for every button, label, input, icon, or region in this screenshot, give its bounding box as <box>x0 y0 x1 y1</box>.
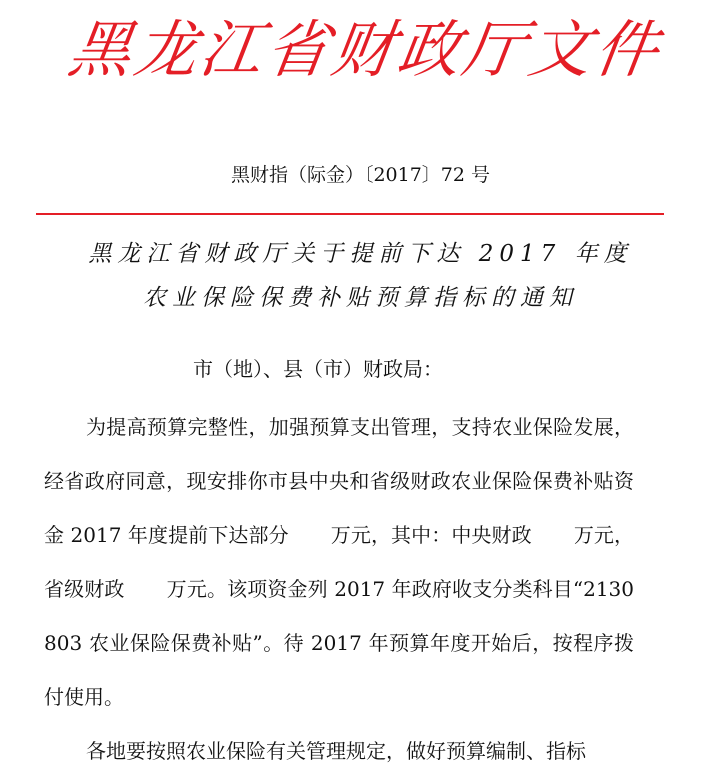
paragraph-1 <box>44 400 634 724</box>
masthead-char: 政 <box>392 12 468 86</box>
title-line-2: 农业保险保费补贴预算指标的通知 <box>143 285 578 311</box>
masthead-char: 件 <box>590 12 665 86</box>
masthead-char: 黑 <box>64 12 139 86</box>
paragraph-2: 各地要按照农业保险有关管理规定，做好预算编制、指标 <box>86 739 586 763</box>
masthead-char: 厅 <box>458 12 533 86</box>
paragraph-1-text-a: 为提高预算完整性，加强预算支出管理，支持农业保险发展，经省政府同意，现安排你市县中央和省级财政农业保险保费补贴资金 2017 年度提前下达部分 <box>44 415 634 547</box>
masthead-char: 江 <box>195 12 270 86</box>
masthead-char: 省 <box>261 12 336 86</box>
paragraph-1-text-c: 万元，省级财政 <box>44 523 635 601</box>
document-body <box>44 400 634 778</box>
masthead-char: 龙 <box>129 12 205 86</box>
masthead-char: 文 <box>524 12 599 86</box>
paragraph-1-text-d: 万元。该项资金列 2017 年政府收支分类科目“2130803 农业保险保费补贴”。待 2017 年预算年度开始后，按程序拨付使用。 <box>44 577 634 709</box>
document-title <box>0 232 721 320</box>
document-number: 黑财指（际金）〔2017〕72 号 <box>230 164 491 186</box>
paragraph-1-text-b: 万元，其中：中央财政 <box>330 523 532 547</box>
salutation: 市（地）、县（市）财政局： <box>193 357 443 381</box>
masthead-char: 财 <box>327 12 402 86</box>
red-divider-line <box>36 213 664 215</box>
title-line-1: 黑龙江省财政厅关于提前下达 2017 年度 <box>88 241 633 267</box>
masthead-title <box>64 2 665 86</box>
